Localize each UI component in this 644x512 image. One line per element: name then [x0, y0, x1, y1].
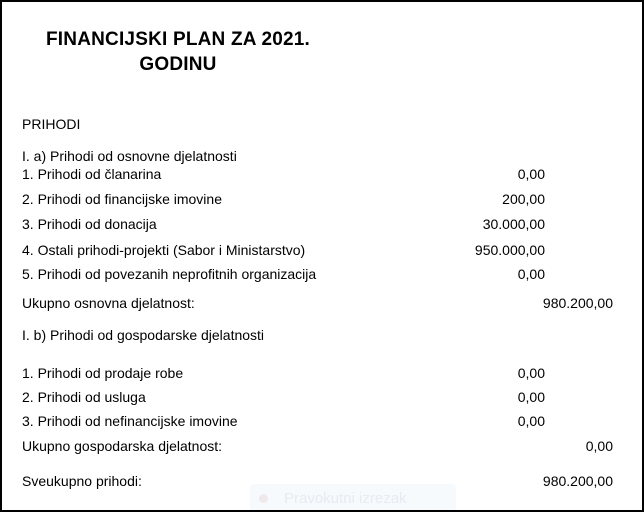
line-item-row: [2, 241, 642, 259]
line-item-label: 2. Prihodi od financijske imovine: [22, 191, 222, 207]
line-item-row: [2, 215, 642, 233]
line-item-label: 4. Ostali prihodi-projekti (Sabor i Ministarstvo): [22, 242, 306, 258]
line-item-amount: 0,00: [517, 266, 545, 282]
subsection-b-heading: [2, 326, 642, 344]
line-item-row: [2, 412, 642, 430]
line-item-row: [2, 364, 642, 382]
snip-overlay-label: Pravokutni izrezak: [284, 489, 407, 507]
snip-tool-overlay[interactable]: [250, 484, 456, 512]
record-dot-icon: [259, 494, 268, 503]
section-heading-label: PRIHODI: [22, 116, 81, 132]
line-item-amount: 0,00: [517, 166, 545, 182]
subsection-a-heading: [2, 147, 642, 165]
line-item-amount: 0,00: [517, 413, 545, 429]
line-item-label: 3. Prihodi od nefinancijske imovine: [22, 413, 238, 429]
grand-total-amount: 980.200,00: [542, 473, 613, 489]
document-title-line1: FINANCIJSKI PLAN ZA 2021.: [45, 29, 310, 50]
subtotal-amount: 0,00: [585, 438, 613, 454]
subtotal-row-b: [2, 437, 642, 455]
section-heading-prihodi: [2, 115, 642, 133]
line-item-label: 1. Prihodi od prodaje robe: [22, 365, 184, 381]
line-item-amount: 950.000,00: [474, 242, 545, 258]
subsection-heading-label: I. b) Prihodi od gospodarske djelatnosti: [22, 327, 265, 343]
grand-total-label: Sveukupno prihodi:: [22, 473, 142, 489]
line-item-amount: 30.000,00: [482, 216, 545, 232]
line-item-amount: 0,00: [517, 365, 545, 381]
document-title: [32, 27, 324, 77]
line-item-row: [2, 165, 642, 183]
line-item-row: [2, 388, 642, 406]
line-item-amount: 200,00: [502, 191, 545, 207]
subsection-heading-label: I. a) Prihodi od osnovne djelatnosti: [22, 148, 237, 164]
document-title-line2: GODINU: [139, 54, 217, 75]
line-item-label: 1. Prihodi od članarina: [22, 166, 162, 182]
subtotal-row-a: [2, 294, 642, 312]
line-item-label: 2. Prihodi od usluga: [22, 389, 146, 405]
line-item-label: 3. Prihodi od donacija: [22, 216, 157, 232]
subtotal-label: Ukupno gospodarska djelatnost:: [22, 438, 223, 454]
subtotal-amount: 980.200,00: [542, 295, 613, 311]
line-item-label: 5. Prihodi od povezanih neprofitnih organizacija: [22, 266, 317, 282]
line-item-row: [2, 190, 642, 208]
line-item-row: [2, 265, 642, 283]
line-item-amount: 0,00: [517, 389, 545, 405]
subtotal-label: Ukupno osnovna djelatnost:: [22, 295, 195, 311]
